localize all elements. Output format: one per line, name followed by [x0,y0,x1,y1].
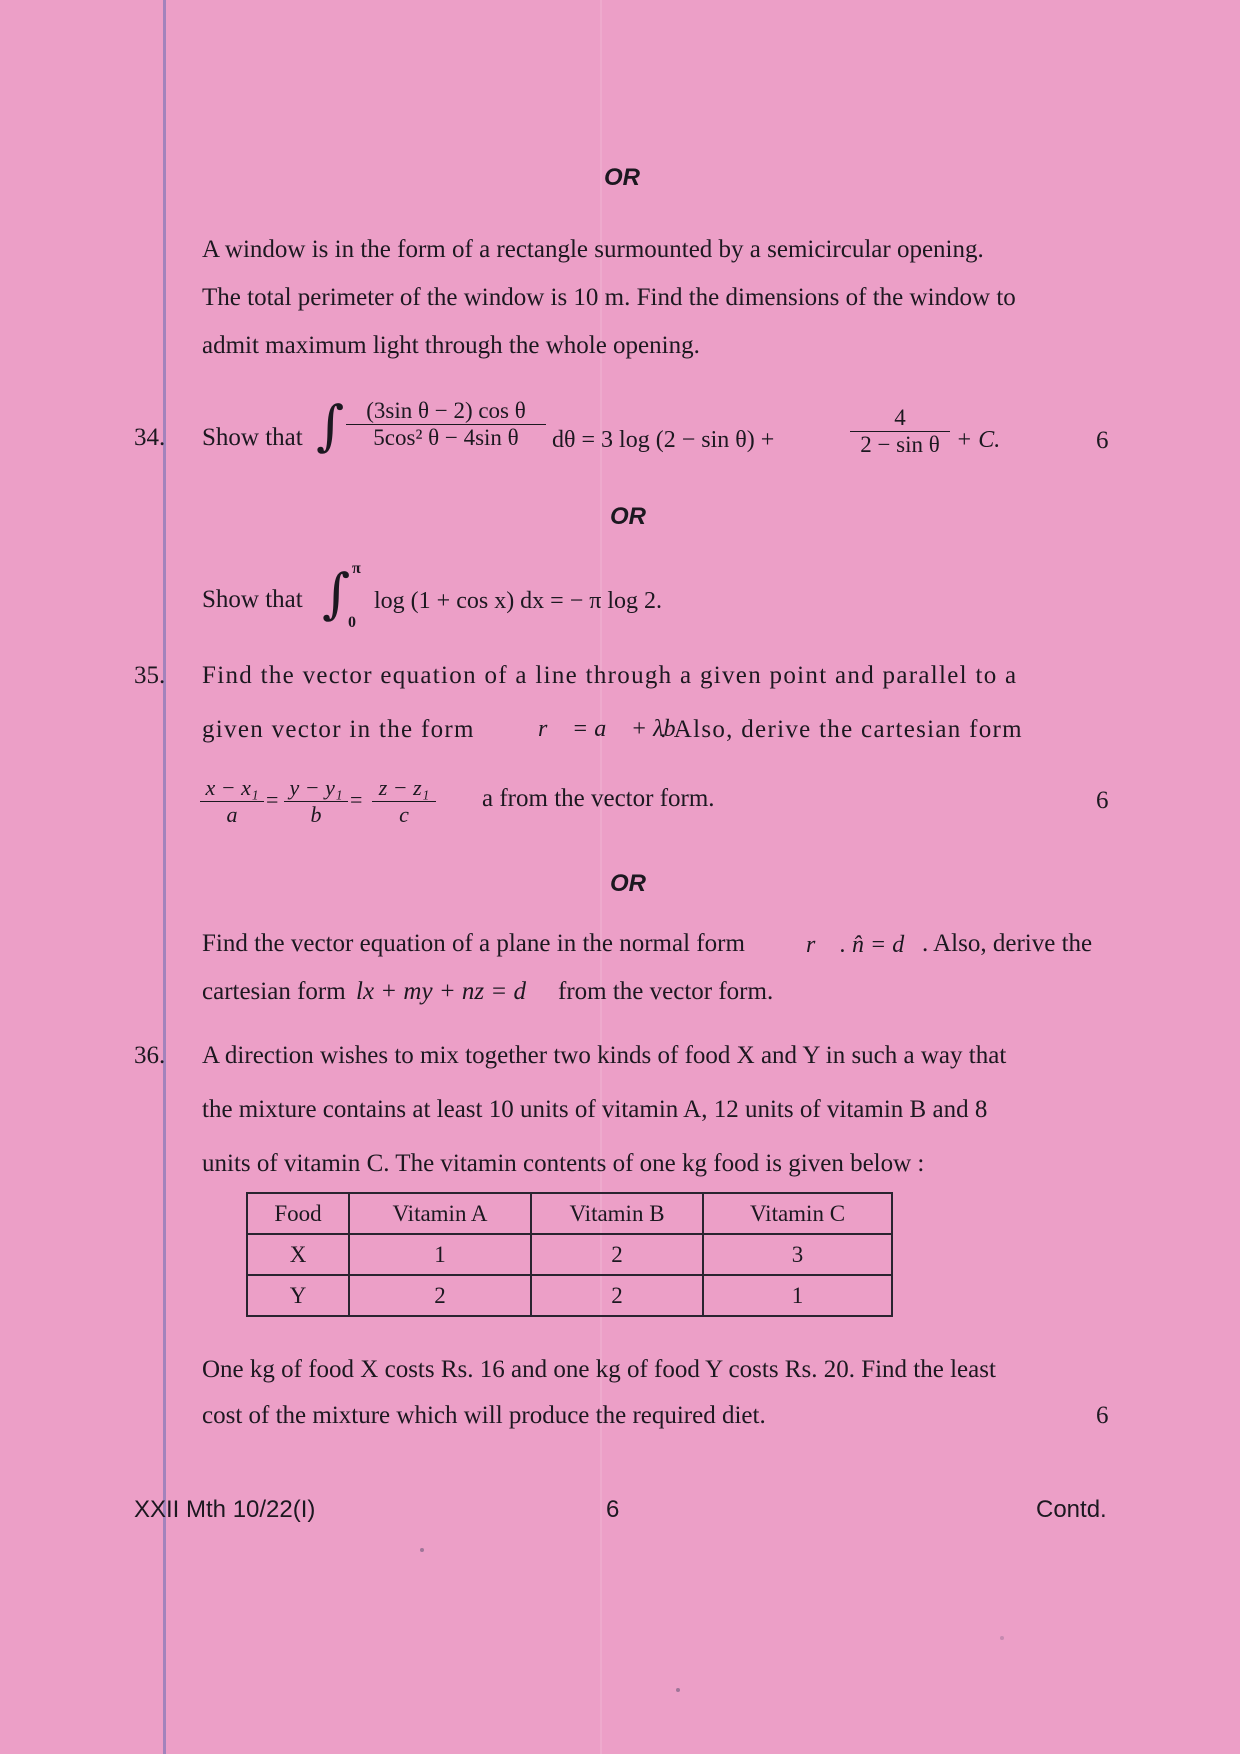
fraction-denominator: 2 − sin θ [860,432,940,457]
fraction-denominator: 5cos² θ − 4sin θ [373,425,519,450]
q36-line-2: the mixture contains at least 10 units of vitamin A, 12 units of vitamin B and 8 [202,1096,988,1123]
fraction-numerator: 4 [850,405,950,432]
integral-sign: ∫ [322,562,351,625]
q35-or-line-2a: cartesian form [202,978,346,1005]
fraction-denominator: b [310,802,322,827]
question-number: 36. [134,1042,166,1069]
q36-after-line-2: cost of the mixture which will produce the required diet. [202,1402,766,1429]
question-number: 35. [134,662,166,689]
page-number: 6 [606,1496,620,1523]
fraction-denominator: c [399,802,409,827]
table-cell: 2 [349,1275,531,1316]
q35-fraction-x [200,775,264,828]
q35-or-line-1b: . Also, derive the [922,930,1093,957]
q34-dtheta: dθ = 3 log (2 − sin θ) + [552,427,775,453]
q36-line-1: A direction wishes to mix together two kinds of food X and Y in such a way that [202,1042,1007,1069]
table-row [247,1234,892,1275]
table-header-cell: Food [247,1193,349,1234]
marks: 6 [1096,1402,1109,1429]
q34-plus-c: + C. [956,427,1001,453]
or-label: OR [610,870,646,897]
table-cell: 1 [349,1234,531,1275]
scan-speck [1000,1636,1004,1640]
table-header-cell: Vitamin A [349,1193,531,1234]
table-cell: X [247,1234,349,1275]
or-label: OR [604,164,640,191]
q35-or-line-2-formula: lx + my + nz = d [356,978,527,1005]
upper-limit: π [352,560,361,577]
lower-limit: 0 [348,614,356,631]
scan-speck [676,1688,680,1692]
table-header-row [247,1193,892,1234]
marks: 6 [1096,427,1109,454]
margin-line [163,0,166,1754]
q36-line-3: units of vitamin C. The vitamin contents of one kg food is given below : [202,1150,925,1177]
question-number: 34. [134,424,166,451]
fraction-numerator: z − z₁ [372,775,436,802]
q35-fraction-y [284,775,348,828]
scan-speck [420,1548,424,1552]
table-header-cell: Vitamin B [531,1193,703,1234]
q34-rhs-fraction [850,405,950,458]
equals-sign: = [350,787,363,812]
q34-or-expression: log (1 + cos x) dx = − π log 2. [374,588,663,614]
fraction-denominator: a [226,802,238,827]
table-cell: 2 [531,1234,703,1275]
table-row [247,1275,892,1316]
q33-or-line-1: A window is in the form of a rectangle surmounted by a semicircular opening. [202,236,984,263]
q34-integrand-fraction [346,398,546,451]
q34-lead: Show that [202,424,303,451]
q35-or-line-2b: from the vector form. [558,978,774,1005]
q36-after-line-1: One kg of food X costs Rs. 16 and one kg of food Y costs Rs. 20. Find the least [202,1356,996,1383]
equals-sign: = [266,787,279,812]
vitamin-table [246,1192,893,1317]
contd-label: Contd. [1036,1496,1107,1523]
integral-sign: ∫ [316,394,345,457]
q33-or-line-2: The total perimeter of the window is 10 m. Find the dimensions of the window to [202,284,1016,311]
q33-or-line-3: admit maximum light through the whole opening. [202,332,700,359]
q35-fraction-z [372,775,436,828]
q35-or-formula: r⃗ . n̂ = d [806,932,905,958]
q35-line-2a: given vector in the form [202,716,475,743]
table-cell: Y [247,1275,349,1316]
q35-tail: a from the vector form. [482,785,715,812]
fraction-numerator: y − y₁ [284,775,348,802]
or-label: OR [610,503,646,530]
q35-line-formula: r⃗ = a⃗ + λb⃗ [538,716,695,742]
table-cell: 3 [703,1234,892,1275]
q35-line-1: Find the vector equation of a line through a given point and parallel to a [202,662,1018,689]
paper-code: XXII Mth 10/22(I) [134,1496,316,1523]
fraction-numerator: (3sin θ − 2) cos θ [346,398,546,425]
table-cell: 2 [531,1275,703,1316]
q34-or-lead: Show that [202,586,303,613]
q35-line-2b: . Also, derive the cartesian form [660,716,1023,743]
table-cell: 1 [703,1275,892,1316]
fraction-numerator: x − x₁ [200,775,264,802]
q35-or-line-1a: Find the vector equation of a plane in the normal form [202,930,745,957]
table-header-cell: Vitamin C [703,1193,892,1234]
marks: 6 [1096,787,1109,814]
